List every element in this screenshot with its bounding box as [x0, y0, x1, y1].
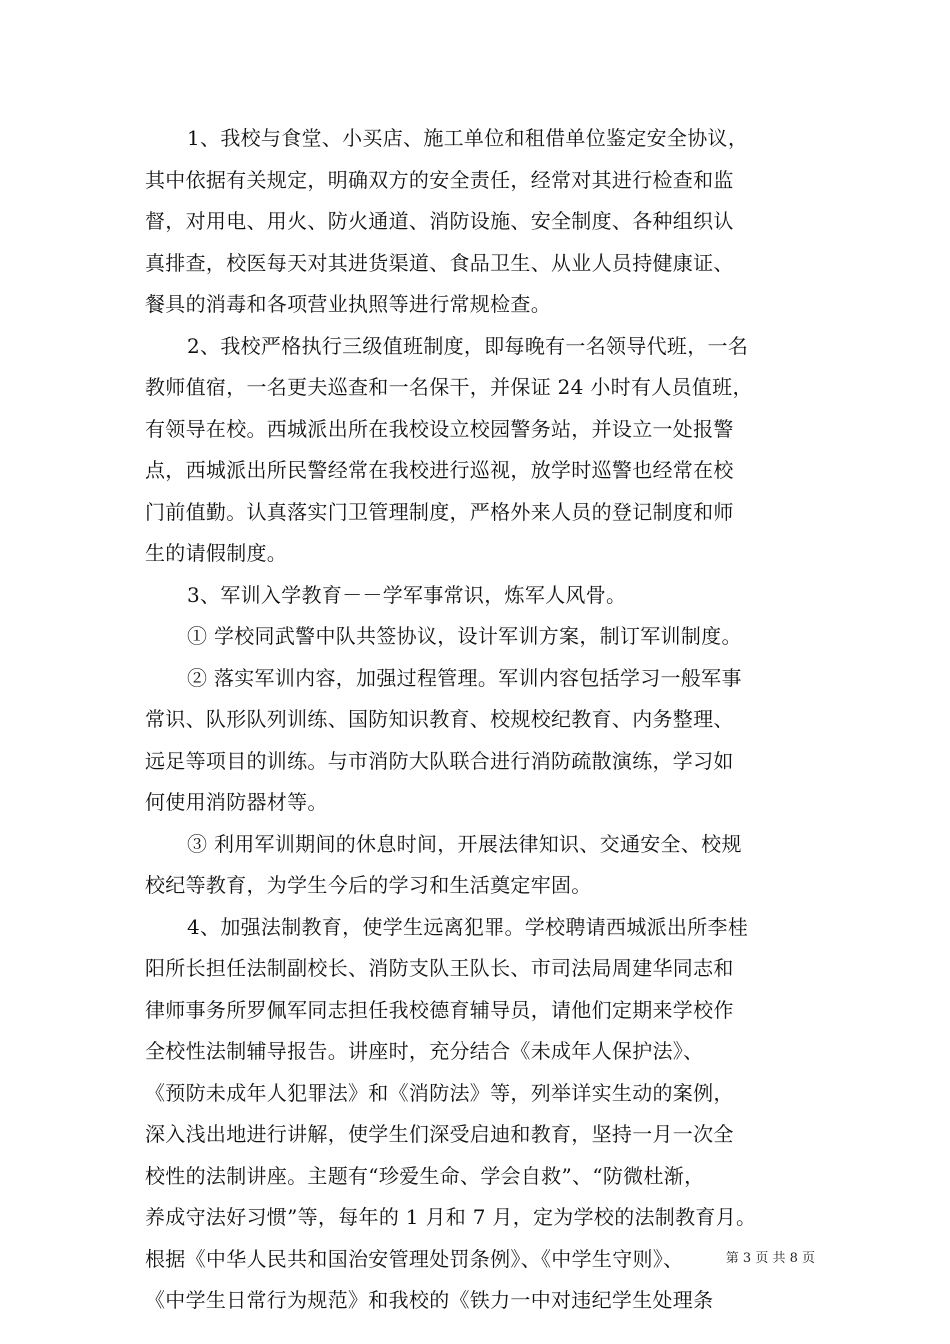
text-line: 养成守法好习惯”等，每年的 1 月和 7 月，定为学校的法制教育月。: [145, 1205, 757, 1229]
text-line: 其中依据有关规定，明确双方的安全责任，经常对其进行检查和监: [145, 167, 734, 192]
text-line: 常识、队形队列训练、国防知识教育、校规校纪教育、内务整理、: [145, 707, 734, 731]
text-line: 督，对用电、用火、防火通道、消防设施、安全制度、各种组织认: [145, 209, 734, 233]
text-line: 全校性法制辅导报告。讲座时，充分结合《未成年人保护法》、: [145, 1039, 704, 1063]
text-line: 教师值宿，一名更夫巡查和一名保干，并保证 24 小时有人员值班，: [145, 375, 753, 399]
text-line: 校纪等教育，为学生今后的学习和生活奠定牢固。: [145, 873, 592, 897]
text-line: 有领导在校。西城派出所在我校设立校园警务站，并设立一处报警: [145, 416, 734, 441]
text-line: 餐具的消毒和各项营业执照等进行常规检查。: [145, 292, 551, 316]
text-line: 1、我校与食堂、小买店、施工单位和租借单位鉴定安全协议，: [187, 126, 749, 150]
text-line: ③ 利用军训期间的休息时间，开展法律知识、交通安全、校规: [187, 831, 742, 856]
text-line: 真排查，校医每天对其进货渠道、食品卫生、从业人员持健康证、: [145, 250, 734, 275]
text-line: 《中学生日常行为规范》和我校的《铁力一中对违纪学生处理条: [145, 1288, 714, 1312]
text-line: 律师事务所罗佩军同志担任我校德育辅导员，请他们定期来学校作: [145, 997, 734, 1022]
text-line: 校性的法制讲座。主题有“珍爱生命、学会自救”、“防微杜渐，: [145, 1163, 705, 1188]
text-line: 4、加强法制教育，使学生远离犯罪。学校聘请西城派出所李桂: [187, 914, 749, 939]
text-line: 《预防未成年人犯罪法》和《消防法》等，列举详实生动的案例，: [145, 1080, 734, 1105]
text-line: 根据《中华人民共和国治安管理处罚条例》、《中学生守则》、: [145, 1246, 684, 1271]
text-line: 3、军训入学教育－－学军事常识，炼军人风骨。: [187, 582, 627, 607]
text-line: 2、我校严格执行三级值班制度，即每晚有一名领导代班，一名: [187, 333, 749, 358]
text-line: 阳所长担任法制副校长、消防支队王队长、市司法局周建华同志和: [145, 956, 734, 980]
text-line: ① 学校同武警中队共签协议，设计军训方案，制订军训制度。: [187, 624, 742, 648]
text-line: 生的请假制度。: [145, 541, 288, 565]
text-line: ② 落实军训内容，加强过程管理。军训内容包括学习一般军事: [187, 665, 742, 690]
text-line: 门前值勤。认真落实门卫管理制度，严格外来人员的登记制度和师: [145, 499, 734, 524]
document-body: [145, 118, 825, 1322]
text-line: 何使用消防器材等。: [145, 790, 328, 814]
text-line: 点，西城派出所民警经常在我校进行巡视，放学时巡警也经常在校: [145, 458, 734, 482]
text-line: 远足等项目的训练。与市消防大队联合进行消防疏散演练，学习如: [145, 748, 734, 773]
text-line: 深入浅出地进行讲解，使学生们深受启迪和教育，坚持一月一次全: [145, 1122, 734, 1146]
page-number-footer: 第 3 页 共 8 页: [725, 1251, 815, 1266]
